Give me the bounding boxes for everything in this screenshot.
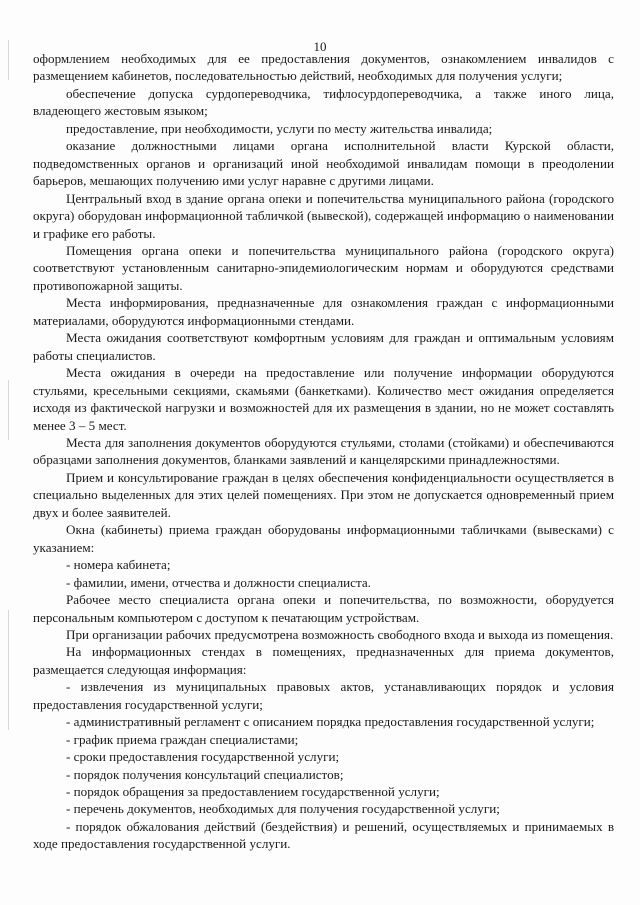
document-body bbox=[33, 50, 614, 853]
paragraph: Центральный вход в здание органа опеки и попечительства муниципального района (городского округа) оборудован информационной табличкой (вывеской), содержащей информацию о наименовании и графике его работы. bbox=[33, 190, 614, 241]
page-number: 10 bbox=[313, 39, 327, 54]
paragraph: обеспечение допуска сурдопереводчика, тифлосурдопереводчика, а также иного лица, владеющего жестовым языком; bbox=[33, 85, 614, 119]
list-item: - фамилии, имени, отчества и должности специалиста. bbox=[66, 574, 371, 590]
scan-edge-mark bbox=[8, 380, 9, 440]
paragraph: Места информирования, предназначенные для ознакомления граждан с информационными материалами, оборудуются информационными стендами. bbox=[33, 295, 614, 328]
paragraph: оказание должностными лицами органа исполнительной власти Курской области, подведомственных органов и организаций иной необходимой инвалидам помощи в преодолении барьеров, мешающих получению ими услуг наравне с другими лицами. bbox=[33, 138, 614, 189]
paragraph: Окна (кабинеты) приема граждан оборудованы информационными табличками (вывесками) с указанием: bbox=[33, 522, 614, 555]
paragraph: При организации рабочих предусмотрена возможность свободного входа и выхода из помещения. bbox=[66, 626, 614, 642]
paragraph: Места ожидания в очереди на предоставление или получение информации оборудуются стульями, кресельными секциями, скамьями (банкетками). Количество мест ожидания определяется исходя из фактической нагрузки и возможностей для их размещения в здании, но не может составлять менее 3 – 5 мест. bbox=[33, 365, 614, 433]
paragraph: Рабочее место специалиста органа опеки и попечительства, по возможности, оборудуется персональным компьютером с доступом к печатающим устройствам. bbox=[33, 592, 614, 625]
paragraph: Прием и консультирование граждан в целях обеспечения конфиденциальности осуществляется в специально выделенных для этих целей помещениях. При этом не допускается одновременный прием двух и более заявителей. bbox=[33, 469, 614, 520]
scan-edge-mark bbox=[8, 610, 9, 730]
list-item: - извлечения из муниципальных правовых актов, устанавливающих порядок и условия предоставления государственной услуги; bbox=[33, 679, 614, 712]
paragraph: На информационных стендах в помещениях, предназначенных для приема документов, размещается следующая информация: bbox=[33, 644, 614, 677]
list-item: - график приема граждан специалистами; bbox=[66, 731, 299, 747]
paragraph: Помещения органа опеки и попечительства муниципального района (городского округа) соответствуют установленным санитарно-эпидемиологическим нормам и оборудуются средствами противопожарной защиты. bbox=[33, 242, 614, 293]
list-item: - номера кабинета; bbox=[66, 557, 171, 573]
list-item: - сроки предоставления государственной услуги; bbox=[66, 749, 340, 765]
list-item: - порядок обращения за предоставлением государственной услуги; bbox=[66, 784, 440, 800]
list-item: - административный регламент с описанием порядка предоставления государственной услуги; bbox=[66, 714, 595, 730]
list-item: - перечень документов, необходимых для получения государственной услуги; bbox=[66, 801, 500, 817]
list-item: - порядок обжалования действий (бездействия) и решений, осуществляемых и принимаемых в ходе предоставления государственной услуги. bbox=[33, 818, 614, 852]
paragraph: Места для заполнения документов оборудуются стульями, столами (стойками) и обеспечиваются образцами заполнения документов, бланками заявлений и канцелярскими принадлежностями. bbox=[33, 434, 614, 468]
paragraph: Места ожидания соответствуют комфортным условиям для граждан и оптимальным условиям работы специалистов. bbox=[33, 330, 614, 363]
list-item: - порядок получения консультаций специалистов; bbox=[66, 766, 344, 782]
paragraph: оформлением необходимых для ее предоставления документов, ознакомлением инвалидов с размещением кабинетов, последовательностью действий, необходимых для получения услуги; bbox=[33, 51, 614, 84]
paragraph: предоставление, при необходимости, услуги по месту жительства инвалида; bbox=[66, 120, 493, 136]
